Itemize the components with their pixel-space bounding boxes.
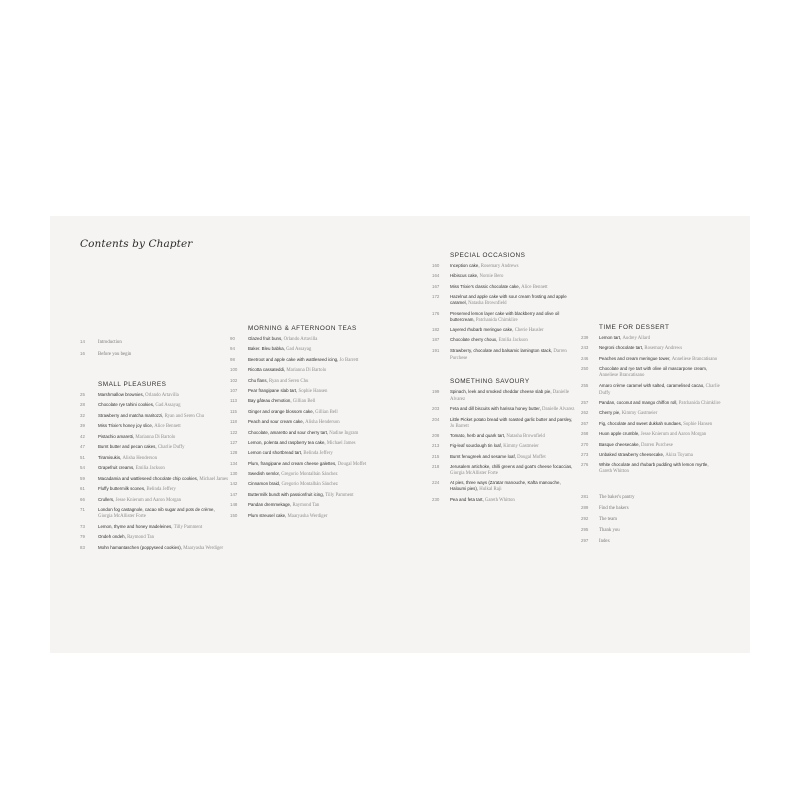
recipe-author: Gregorio Montalbán Sánchez (281, 472, 338, 478)
recipe-author: Kimmy Gastmeier (621, 411, 658, 417)
page-number: 176 (432, 310, 440, 316)
page-number: 42 (80, 433, 85, 439)
contents-entry (581, 462, 721, 475)
contents-entry (432, 417, 577, 430)
recipe-title: Huon apple crumble, (599, 431, 640, 437)
page-number: 147 (230, 491, 238, 497)
contents-entry (230, 378, 375, 385)
recipe-title: Chocolate and rye tart with olive oil mascarpone cream, (599, 366, 708, 372)
contents-entry (581, 335, 721, 342)
page-number: 276 (581, 462, 589, 468)
contents-entry (581, 400, 721, 407)
recipe-title: Lemon curd shortbread tart, (248, 450, 303, 456)
section-title: The team (599, 517, 617, 523)
section-heading-special-occasions: SPECIAL OCCASIONS (450, 252, 526, 259)
page-number: 213 (432, 443, 440, 449)
contents-entry (432, 263, 577, 270)
recipe-author: Charlie Duffy (157, 445, 185, 450)
contents-entry (80, 434, 230, 441)
recipe-title: Hibiscus cake, (450, 273, 479, 279)
page-number: 270 (581, 441, 589, 447)
recipe-title: Cherry pie, (599, 410, 621, 416)
recipe-title: Basque cheesecake, (599, 441, 640, 447)
page-number: 230 (432, 496, 440, 502)
page-number: 134 (230, 460, 238, 466)
recipe-author: Patchanida Chimklire (678, 400, 721, 406)
page-number: 262 (581, 410, 589, 416)
contents-entry (80, 524, 230, 531)
page-number: 47 (80, 444, 85, 449)
recipe-author: Gregorio Montalbán Sánchez (281, 482, 338, 488)
something-savoury-list (432, 389, 577, 504)
back-matter-list (581, 494, 721, 545)
page-number: 204 (432, 416, 440, 422)
recipe-author: Ryan and Seren Chu (164, 413, 205, 419)
page-number: 239 (581, 335, 589, 340)
column-2 (230, 325, 375, 523)
page-number: 115 (230, 408, 237, 414)
recipe-title: Cinnamon braid, (248, 481, 281, 487)
recipe-author: Gareth Whitton (484, 497, 515, 503)
page-number: 14 (80, 339, 85, 344)
recipe-author: Gad Assayag (155, 403, 181, 408)
recipe-author: Tilly Pamment (173, 524, 203, 530)
recipe-title: Plum streusel cake, (248, 512, 287, 518)
recipe-title: Pistachio amaretti, (98, 433, 135, 439)
page-number: 267 (581, 420, 589, 426)
recipe-title: Peach and sour cream cake, (248, 419, 304, 425)
page-number: 297 (581, 538, 589, 544)
page-number: 79 (80, 534, 85, 539)
recipe-author: Kimmy Gastmeier (503, 444, 539, 450)
contents-entry (80, 351, 230, 358)
recipe-title: Lemon, thyme and honey madeleines, (98, 523, 173, 529)
recipe-title: Ondeh ondeh, (98, 534, 126, 539)
page-number: 107 (230, 387, 238, 393)
column-4 (581, 324, 721, 549)
page-number: 250 (581, 366, 589, 372)
contents-entry (432, 284, 577, 291)
recipe-author: Alisha Henderson (305, 420, 340, 426)
contents-entry (80, 497, 230, 504)
contents-entry (80, 476, 230, 483)
page-number: 90 (230, 336, 235, 341)
recipe-title: Miss Trixie's classic chocolate cake, (450, 283, 520, 289)
recipe-author: Belinda Jeffery (303, 451, 333, 457)
page-number: 281 (581, 494, 589, 500)
recipe-title: Pear frangipane slab tart, (248, 387, 298, 393)
recipe-title: Ricotta cassateddi, (248, 367, 286, 373)
contents-entry (230, 346, 375, 353)
page-number: 215 (432, 453, 440, 459)
section-title: Find the bakers (599, 506, 629, 512)
recipe-author: Emilia Jackson (498, 338, 528, 344)
recipe-author: Orlando Artavilla (145, 392, 179, 398)
recipe-author: Raymond Tan (127, 535, 154, 540)
recipe-author: Raymond Tan (292, 503, 320, 509)
contents-entry (80, 545, 230, 552)
page-number: 39 (80, 423, 85, 428)
recipe-title: White chocolate and rhubarb pudding with lemon myrtle, (599, 462, 709, 468)
recipe-author: Marianna Di Bartolo (135, 434, 176, 440)
recipe-author: Jesse Knierum and Aaron Morgan (115, 497, 182, 503)
recipe-title: Strawberry, chocolate and balsamic lamington stack, (450, 347, 553, 353)
contents-entry (80, 392, 230, 399)
contents-entry (581, 494, 721, 501)
contents-entry (432, 348, 577, 362)
section-title: The baker's pantry (599, 495, 635, 501)
contents-entry (230, 409, 375, 416)
contents-entry (230, 461, 375, 468)
contents-entry (230, 367, 375, 374)
contents-entry (581, 442, 721, 449)
page-number: 100 (230, 367, 238, 373)
recipe-title: Spinach, leek and smoked cheddar cheese slab pie, (450, 388, 552, 394)
contents-entry (80, 339, 230, 346)
contents-entry (581, 366, 721, 379)
section-heading-small-pleasures: SMALL PLEASURES (98, 380, 167, 388)
contents-entry (432, 389, 577, 403)
contents-entry (230, 513, 375, 520)
recipe-author: Michael James (326, 440, 356, 446)
recipe-title: Pea and feta tart, (450, 496, 484, 502)
contents-entry (581, 421, 721, 428)
contents-entry (80, 507, 230, 520)
page-number: 142 (230, 481, 238, 487)
section-title: Thank you (599, 528, 620, 534)
recipe-title: Marshmallow brownies, (98, 391, 144, 397)
contents-entry (432, 273, 577, 280)
recipe-author: Giorgia McAllister Forte (98, 514, 146, 519)
recipe-title: Chu flans, (248, 377, 268, 383)
contents-entry (230, 471, 375, 478)
page-number: 51 (80, 454, 85, 460)
contents-entry (432, 311, 577, 324)
recipe-title: Strawberry and matcha maritozzi, (98, 412, 164, 418)
recipe-title: Grapefruit creams, (98, 465, 135, 470)
contents-entry (80, 413, 230, 420)
recipe-author: Anneliese Brancatisano (599, 373, 645, 379)
page-number: 102 (230, 377, 238, 383)
page-number: 128 (230, 450, 238, 456)
recipe-author: Jo Barrett (450, 423, 469, 429)
page-number: 28 (80, 402, 85, 407)
contents-entry (432, 327, 577, 334)
recipe-author: Marianna Di Bartolo (286, 368, 327, 374)
contents-entry (230, 398, 375, 405)
recipe-author: Hulkal Raji (479, 487, 502, 493)
recipe-title: Preserved lemon layer cake with blackberry and olive oil buttercream, (450, 310, 560, 322)
contents-entry (581, 345, 721, 352)
page-number: 150 (230, 512, 238, 518)
contents-entry (581, 538, 721, 545)
recipe-author: Natasha Brownfield (468, 301, 507, 307)
page-number: 292 (581, 516, 589, 522)
contents-entry (230, 357, 375, 364)
recipe-author: Gareth Whitton (599, 469, 629, 475)
page-number: 172 (432, 294, 440, 300)
recipe-author: Dougal Moffet (337, 461, 367, 467)
page-number: 255 (581, 382, 589, 388)
recipe-author: Darren Purchese (450, 348, 567, 361)
page-number: 257 (581, 399, 589, 405)
contents-entry (80, 486, 230, 493)
recipe-author: Nadine Ingram (329, 430, 359, 436)
contents-entry (581, 431, 721, 438)
contents-entry (230, 388, 375, 395)
page-number: 122 (230, 429, 238, 435)
contents-entry (230, 492, 375, 499)
contents-entry (432, 443, 577, 450)
recipe-title: Fig-leaf sourdough tin loaf, (450, 443, 502, 449)
page-number: 73 (80, 523, 85, 529)
recipe-title: Lemon tart, (599, 335, 622, 340)
recipe-author: Akira Toyama (665, 452, 693, 458)
recipe-author: Maaryasha Werdiger (183, 545, 224, 551)
special-occasions-list (432, 263, 577, 362)
recipe-author: Danielle Alvarez (450, 389, 570, 402)
recipe-author: Belinda Jeffery (146, 487, 176, 492)
recipe-title: Pandan dremmekage, (248, 502, 292, 508)
recipe-title: Bay gâteau d'emotion, (248, 398, 292, 404)
recipe-title: Feta and dill biscuits with harissa honey butter, (450, 406, 541, 412)
page-number: 164 (432, 273, 440, 279)
recipe-author: Alice Bennett (154, 424, 181, 429)
page-number: 61 (80, 486, 85, 491)
contents-entry (581, 356, 721, 363)
page-number: 218 (432, 464, 440, 470)
recipe-title: Burnt fenugreek and sesame loaf, (450, 453, 516, 459)
page-number: 32 (80, 412, 85, 418)
recipe-title: Inception cake, (450, 263, 480, 268)
recipe-title: Swedish semlor, (248, 471, 280, 477)
recipe-author: Danielle Alvarez (542, 407, 575, 413)
recipe-author: Rosemary Andrews (480, 264, 519, 269)
recipe-author: Alisha Henderson (122, 455, 158, 461)
page-number: 66 (80, 496, 85, 502)
recipe-title: Chocolate rye tahini cookies, (98, 402, 155, 407)
recipe-author: Gillian Bell (292, 399, 316, 405)
page-number: 243 (581, 345, 589, 351)
recipe-title: Glazed fruit buns, (248, 336, 283, 341)
page-number: 25 (80, 391, 85, 397)
small-pleasures-list (80, 392, 230, 552)
recipe-title: Miss Trixie's honey joy slice, (98, 423, 154, 428)
contents-entry (581, 516, 721, 523)
morning-teas-list (230, 336, 375, 520)
recipe-title: Burnt butter and pecan cakes, (98, 444, 157, 449)
recipe-author: Gillian Bell (315, 409, 338, 415)
page-number: 295 (581, 527, 589, 533)
recipe-title: Ginger and orange blossom cake, (248, 408, 314, 414)
recipe-title: Layered rhubarb meringue cake, (450, 326, 514, 332)
recipe-author: Emilia Jackson (135, 466, 165, 471)
page-number: 268 (581, 431, 589, 437)
contents-entry (230, 440, 375, 447)
contents-entry (230, 336, 375, 343)
section-title: Introduction (98, 340, 122, 345)
contents-entry (581, 505, 721, 512)
page-number: 54 (80, 465, 85, 470)
recipe-author: Sophie Hansen (298, 388, 328, 394)
page-number: 71 (80, 507, 85, 512)
page-number: 199 (432, 388, 440, 394)
recipe-author: Alice Bennett (521, 284, 548, 290)
page-number: 203 (432, 406, 440, 412)
recipe-author: Nornie Bero (479, 274, 504, 280)
contents-entry (80, 423, 230, 430)
page-number: 224 (432, 480, 440, 486)
recipe-author: Michael James (199, 476, 228, 482)
recipe-author: Jesse Knierum and Aaron Morgan (640, 432, 707, 438)
recipe-title: Mohn hamantaschen (poppyseed cookies), (98, 544, 182, 550)
page-number: 167 (432, 283, 440, 289)
contents-entry (80, 455, 230, 462)
section-heading-time-for-dessert: TIME FOR DESSERT (599, 324, 670, 331)
contents-entry (581, 452, 721, 459)
contents-entry (432, 480, 577, 493)
recipe-title: Lemon, polenta and raspberry tea cake, (248, 439, 326, 445)
recipe-title: Buttermilk bundt with passionfruit icing, (248, 491, 324, 497)
recipe-title: Chocolate, amaretto and sour cherry tart, (248, 429, 329, 435)
recipe-title: Beetroot and apple cake with wattleseed icing, (248, 356, 339, 362)
page-title: Contents by Chapter (80, 238, 193, 250)
recipe-author: Audrey Allard (622, 336, 651, 341)
contents-entry (581, 527, 721, 534)
recipe-title: Jerusalem artichoke, chilli greens and goat's cheese focaccias, (450, 464, 573, 470)
recipe-author: Cherie Hausler (514, 327, 544, 333)
page-number: 127 (230, 439, 238, 445)
page-number: 148 (230, 502, 238, 508)
page-number: 94 (230, 346, 235, 352)
contents-entry (432, 497, 577, 504)
contents-entry (432, 433, 577, 440)
page-number: 130 (230, 471, 238, 477)
time-for-dessert-list (581, 335, 721, 475)
recipe-title: Tomato, herb and quark tart, (450, 432, 506, 438)
page-number: 289 (581, 505, 589, 511)
recipe-title: Fig, chocolate and sweet dukkah sundaes, (599, 420, 682, 426)
page-number: 187 (432, 337, 440, 343)
contents-entry (230, 419, 375, 426)
intro-list (80, 339, 230, 358)
recipe-title: Negroni chocolate tart, (599, 345, 644, 351)
page-number: 16 (80, 350, 85, 356)
page-number: 182 (432, 326, 440, 332)
recipe-author: Tilly Pamment (325, 492, 354, 498)
contents-entry (80, 465, 230, 472)
recipe-author: Patchanida Chimklire (475, 317, 518, 323)
recipe-author: Natasha Brownfield (506, 433, 545, 439)
contents-entry (432, 337, 577, 344)
recipe-title: London fog castagnole, cacao nib sugar and pots de crème, (98, 507, 215, 512)
recipe-title: Macadamia and wattleseed chocolate chip cookies, (98, 475, 199, 481)
recipe-author: Gad Assayag (286, 347, 312, 353)
section-heading-something-savoury: SOMETHING SAVOURY (450, 377, 530, 385)
recipe-author: Giorgia McAllister Forte (450, 471, 498, 477)
column-3 (432, 252, 577, 507)
page-number: 98 (230, 356, 235, 362)
contents-spread (50, 216, 750, 653)
contents-entry (80, 444, 230, 451)
page-number: 246 (581, 355, 589, 361)
recipe-author: Rosemary Andrews (644, 346, 683, 352)
recipe-title: Baker. Bleu babka, (248, 346, 285, 352)
recipe-author: Orlando Artavilla (283, 337, 318, 342)
recipe-author: Sophie Hansen (683, 421, 713, 427)
contents-entry (230, 481, 375, 488)
recipe-title: Amaro crème caramel with salted, caramelised cacao, (599, 382, 705, 388)
recipe-title: Fluffy buttermilk scones, (98, 486, 146, 491)
recipe-author: Jo Barrett (339, 357, 359, 363)
recipe-author: Anneliese Brancatisano (671, 356, 718, 362)
page-number: 191 (432, 347, 440, 353)
page-number: 59 (80, 475, 85, 481)
contents-entry (230, 502, 375, 509)
recipe-author: Charlie Duffy (599, 383, 720, 396)
page-number: 83 (80, 544, 85, 550)
contents-entry (432, 406, 577, 413)
recipe-title: Crullers, (98, 496, 115, 502)
recipe-title: Plum, frangipane and cream cheese galettes, (248, 460, 337, 466)
contents-entry (432, 294, 577, 307)
recipe-author: Ryan and Seren Chu (269, 378, 309, 384)
recipe-title: Little Picket potato bread with roasted garlic butter and parsley, (450, 416, 573, 422)
contents-entry (432, 464, 577, 477)
recipe-title: At pies, three ways (Za'atar manouche, Kafta manouche, Haloumi pies), (450, 480, 561, 492)
recipe-title: Tiramisukis, (98, 454, 122, 460)
contents-entry (432, 454, 577, 461)
page-number: 273 (581, 451, 589, 457)
recipe-author: Maaryasha Werdiger (287, 513, 328, 519)
page-number: 160 (432, 263, 440, 268)
contents-entry (80, 534, 230, 541)
recipe-title: Chocolate cherry choux, (450, 337, 498, 343)
contents-entry (581, 410, 721, 417)
section-title: Before you begin (98, 351, 132, 357)
column-1 (80, 339, 230, 555)
section-title: Index (599, 539, 610, 545)
contents-entry (230, 450, 375, 457)
page-number: 113 (230, 398, 237, 404)
page-number: 118 (230, 419, 237, 425)
page-number: 208 (432, 432, 440, 438)
recipe-title: Peaches and cream meringue tower, (599, 355, 671, 361)
recipe-author: Darren Purchese (641, 442, 673, 448)
contents-entry (230, 430, 375, 437)
recipe-title: Pandan, coconut and mango chiffon roll, (599, 399, 678, 405)
contents-entry (80, 402, 230, 409)
recipe-title: Hazelnut and apple cake with sour cream frosting and apple caramel, (450, 294, 567, 306)
recipe-title: Unbaked strawberry cheesecake, (599, 451, 665, 457)
contents-entry (581, 383, 721, 397)
recipe-author: Dougal Moffet (517, 454, 546, 460)
section-heading-morning-afternoon-teas: MORNING & AFTERNOON TEAS (248, 325, 357, 332)
